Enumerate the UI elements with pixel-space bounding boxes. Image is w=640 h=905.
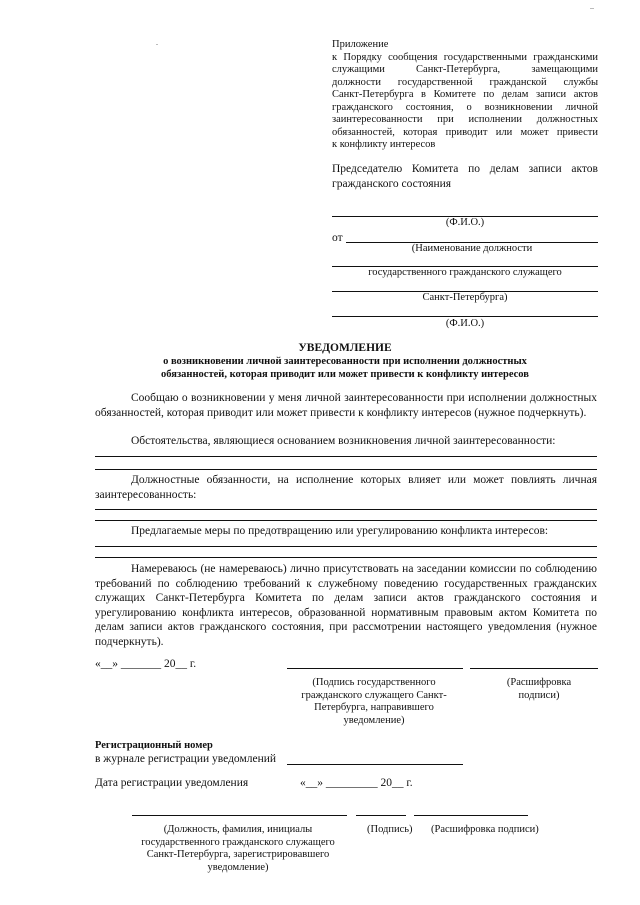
paragraph-notice: Сообщаю о возникновении у меня личной заинтересованности при исполнении должностных обязанностей, которая приводит или может привести к конфликту интересов (нужное подчеркнуть).	[95, 392, 597, 419]
blank-line	[95, 509, 597, 510]
from-label: от	[332, 232, 343, 244]
appendix-line: служащими Санкт-Петербурга, замещающими	[332, 64, 598, 75]
document-subtitle-2: обязанностей, которая приводит или может привести к конфликту интересов	[161, 369, 529, 380]
registrar-caption: (Должность, фамилия, инициалы государственного гражданского служащего Санкт-Петербурга, зарегистрировавшего уведомление)	[141, 824, 335, 873]
registration-date-value: «__» _________ 20__ г.	[300, 777, 413, 789]
blank-line	[95, 520, 597, 521]
blank-line	[95, 546, 597, 547]
appendix-title: Приложение	[332, 39, 389, 50]
appendix-lines	[332, 52, 598, 140]
appendix-block	[332, 39, 598, 152]
registration-number-label: Регистрационный номер	[95, 740, 213, 751]
registration-number-line	[287, 764, 463, 765]
document-subtitle-1: о возникновении личной заинтересованности при исполнении должностных	[163, 356, 527, 367]
appendix-line: должности государственной гражданской службы	[332, 76, 598, 88]
paragraph-circumstances: Обстоятельства, являющиеся основанием возникновения личной заинтересованности:	[131, 435, 556, 447]
blank-line	[95, 557, 597, 558]
blank-line	[95, 469, 597, 470]
paragraph-duties: Должностные обязанности, на исполнение которых влияет или может повлиять личная заинтересованность:	[95, 474, 597, 501]
appendix-line: заинтересованности при исполнении должностных	[332, 114, 598, 125]
scan-dot	[590, 8, 594, 9]
fio-caption-2: (Ф.И.О.)	[445, 318, 485, 329]
signature-line	[287, 668, 463, 669]
appendix-line: гражданского состояния, о возникновении личной	[332, 101, 598, 113]
date-line: «__» _______ 20__ г.	[95, 658, 197, 670]
registrar-decode-caption: (Расшифровка подписи)	[431, 824, 539, 835]
registration-date-label: Дата регистрации уведомления	[95, 777, 249, 789]
appendix-line: Санкт-Петербурга в Комитете по делам записи актов	[332, 89, 598, 100]
civil-servant-caption: государственного гражданского служащего	[368, 267, 562, 278]
scan-dot	[156, 44, 158, 45]
document-title: УВЕДОМЛЕНИЕ	[298, 342, 392, 354]
registrar-line	[132, 815, 347, 816]
paragraph-attendance: Намереваюсь (не намереваюсь) лично присутствовать на заседании комиссии по соблюдению требований по соблюдению требований к служебному поведению государственных гражданских служащих Санкт-Петербурга Комитета по делам записи актов гражданского состояния и урегулированию конфликта интересов, образованной нормативным правовым актом Комитета по делам записи актов гражданского состояния, при рассмотрении настоящего уведомления (нужное подчеркнуть).	[95, 563, 597, 648]
addressee-line-1: Председателю Комитета по делам записи актов	[332, 163, 598, 175]
appendix-last-line: к конфликту интересов	[332, 139, 436, 150]
fio-line-2	[332, 316, 598, 317]
registrar-sign-caption: (Подпись)	[367, 824, 413, 835]
appendix-line: к Порядку сообщения государственными гражданскими	[332, 51, 598, 63]
blank-line	[95, 456, 597, 457]
registration-journal-label: в журнале регистрации уведомлений	[95, 753, 277, 765]
city-caption: Санкт-Петербурга)	[422, 292, 508, 303]
decode-line	[470, 668, 598, 669]
fio-caption: (Ф.И.О.)	[445, 217, 485, 228]
addressee-line-2: гражданского состояния	[332, 178, 452, 190]
registrar-decode-line	[414, 815, 528, 816]
position-caption: (Наименование должности	[411, 243, 533, 254]
decode-caption: (Расшифровка подписи)	[506, 677, 572, 701]
signature-caption: (Подпись государственного гражданского служащего Санкт-Петербурга, направившего уведомление)	[301, 677, 447, 726]
registrar-sign-line	[356, 815, 406, 816]
appendix-line: обязанностей, которая приводит или может привести	[332, 126, 598, 138]
paragraph-measures: Предлагаемые меры по предотвращению или урегулированию конфликта интересов:	[131, 525, 549, 537]
